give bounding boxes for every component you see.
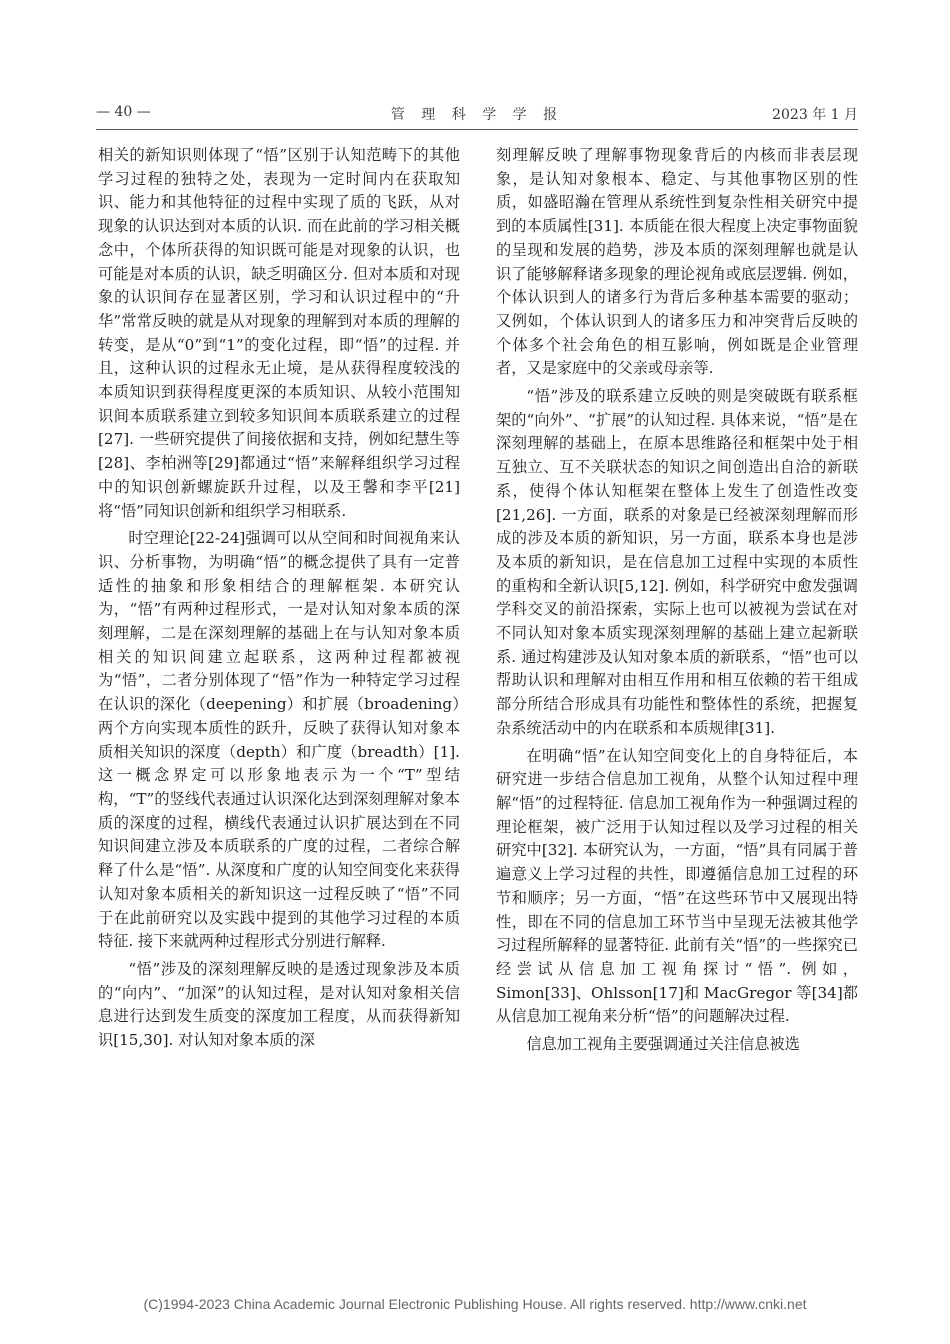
paragraph: “悟”涉及的联系建立反映的则是突破既有联系框架的“向外”、“扩展”的认知过程. 具体来说，“悟”是在深刻理解的基础上，在原本思维路径和框架中处于相互独立、互不关联状态的知识之间创造出自洽的新联系，使得个体认知框架在整体上发生了创造性改变[21,26]. 一方面，联系的对象是已经被深刻理解而形成的涉及本质的新知识，另一方面，联系本身也是涉及本质的新知识，是在信息加工过程中实现的本质性的重构和全新认识[5,12]. 例如，科学研究中愈发强调学科交叉的前沿探索，实际上也可以被视为尝试在对不同认知对象本质实现深刻理解的基础上建立起新联系. 通过构建涉及认知对象本质的新联系，“悟”也可以帮助认识和理解对由相互作用和相互依赖的若干组成部分所结合形成具有功能性和整体性的系统，把握复杂系统活动中的内在联系和本质规律[31]. (496, 387, 858, 737)
paragraph: “悟”涉及的深刻理解反映的是透过现象涉及本质的“向内”、“加深”的认知过程，是对认知对象相关信息进行达到发生质变的深度加工程度，从而获得新知识[15,30]. 对认知对象本质的深 (98, 959, 460, 1050)
left-column (98, 144, 460, 1053)
header-rule (96, 129, 858, 130)
page-header (96, 104, 858, 126)
paragraph: 在明确“悟”在认知空间变化上的自身特征后，本研究进一步结合信息加工视角，从整个认知过程中理解“悟”的过程特征. 信息加工视角作为一种强调过程的理论框架，被广泛用于认知过程以及学习过程的相关研究中[32]. 本研究认为，一方面，“悟”具有同属于普遍意义上学习过程的共性，即遵循信息加工过程的环节和顺序；另一方面，“悟”在这些环节中又展现出特性，即在不同的信息加工环节当中呈现无法被其他学习过程所解释的显著特征. 此前有关“悟”的一些探究已经尝试从信息加工视角探讨“悟”. 例如，Simon[33]、Ohlsson[17]和 MacGregor 等[34]都从信息加工视角来分析“悟”的问题解决过程. (496, 746, 858, 1026)
right-column (496, 144, 858, 1057)
paragraph: 相关的新知识则体现了“悟”区别于认知范畴下的其他学习过程的独特之处，表现为一定时间内在获取知识、能力和其他特征的过程中实现了质的飞跃，从对现象的认识达到对本质的认识. 而在此前的学习相关概念中，个体所获得的知识既可能是对现象的认识，也可能是对本质的认识，缺乏明确区分. 但对本质和对现象的认识间存在显著区别，学习和认识过程中的“升华”常常反映的就是从对现象的理解到对本质的理解的转变，是从“0”到“1”的变化过程，即“悟”的过程. 并且，这种认识的过程永无止境，是从获得程度较浅的本质知识到获得程度更深的本质知识、从较小范围知识间本质联系建立到较多知识间本质联系建立的过程[27]. 一些研究提供了间接依据和支持，例如纪慧生等[28]、李柏洲等[29]都通过“悟”来解释组织学习过程中的知识创新螺旋跃升过程，以及王馨和李平[21]将“悟”同知识创新和组织学习相联系. (98, 146, 460, 520)
paragraph: 时空理论[22-24]强调可以从空间和时间视角来认识、分析事物，为明确“悟”的概念提供了具有一定普适性的抽象和形象相结合的理解框架. 本研究认为，“悟”有两种过程形式，一是对认知对象本质的深刻理解，二是在深刻理解的基础上在与认知对象本质相关的知识间建立起联系，这两种过程都被视为“悟”，二者分别体现了“悟”作为一种特定学习过程在认识的深化（deepening）和扩展（broadening）两个方向实现本质性的跃升，反映了获得认知对象本质相关知识的深度（depth）和广度（breadth）[1]. 这一概念界定可以形象地表示为一个“T”型结构，“T”的竖线代表通过认识深化达到深刻理解对象本质的深度的过程，横线代表通过认识扩展达到在不同知识间建立涉及本质联系的广度的过程，二者综合解释了什么是“悟”. 从深度和广度的认知空间变化来获得认知对象本质相关的新知识这一过程反映了“悟”不同于在此前研究以及实践中提到的其他学习过程的本质特征. 接下来就两种过程形式分别进行解释. (98, 529, 460, 951)
copyright-footer: (C)1994-2023 China Academic Journal Electronic Publishing House. All rights reserved. http://www.cnki.net (143, 1296, 807, 1312)
paragraph: 信息加工视角主要强调通过关注信息被选 (526, 1035, 800, 1054)
issue-date: 2023 年 1 月 (772, 107, 858, 123)
page-number: — 40 — (96, 104, 151, 120)
paragraph: 刻理解反映了理解事物现象背后的内核而非表层现象，是认知对象根本、稳定、与其他事物区别的性质，如盛昭瀚在管理从系统性到复杂性相关研究中提到的本质属性[31]. 本质能在很大程度上决定事物面貌的呈现和发展的趋势，涉及本质的深刻理解也就是认识了能够解释诸多现象的理论视角或底层逻辑. 例如，个体认识到人的诸多行为背后多种基本需要的驱动；又例如，个体认识到人的诸多压力和冲突背后反映的个体多个社会角色的相互影响，例如既是企业管理者，又是家庭中的父亲或母亲等. (496, 146, 858, 378)
journal-title: 管 理 科 学 学 报 (390, 107, 564, 123)
